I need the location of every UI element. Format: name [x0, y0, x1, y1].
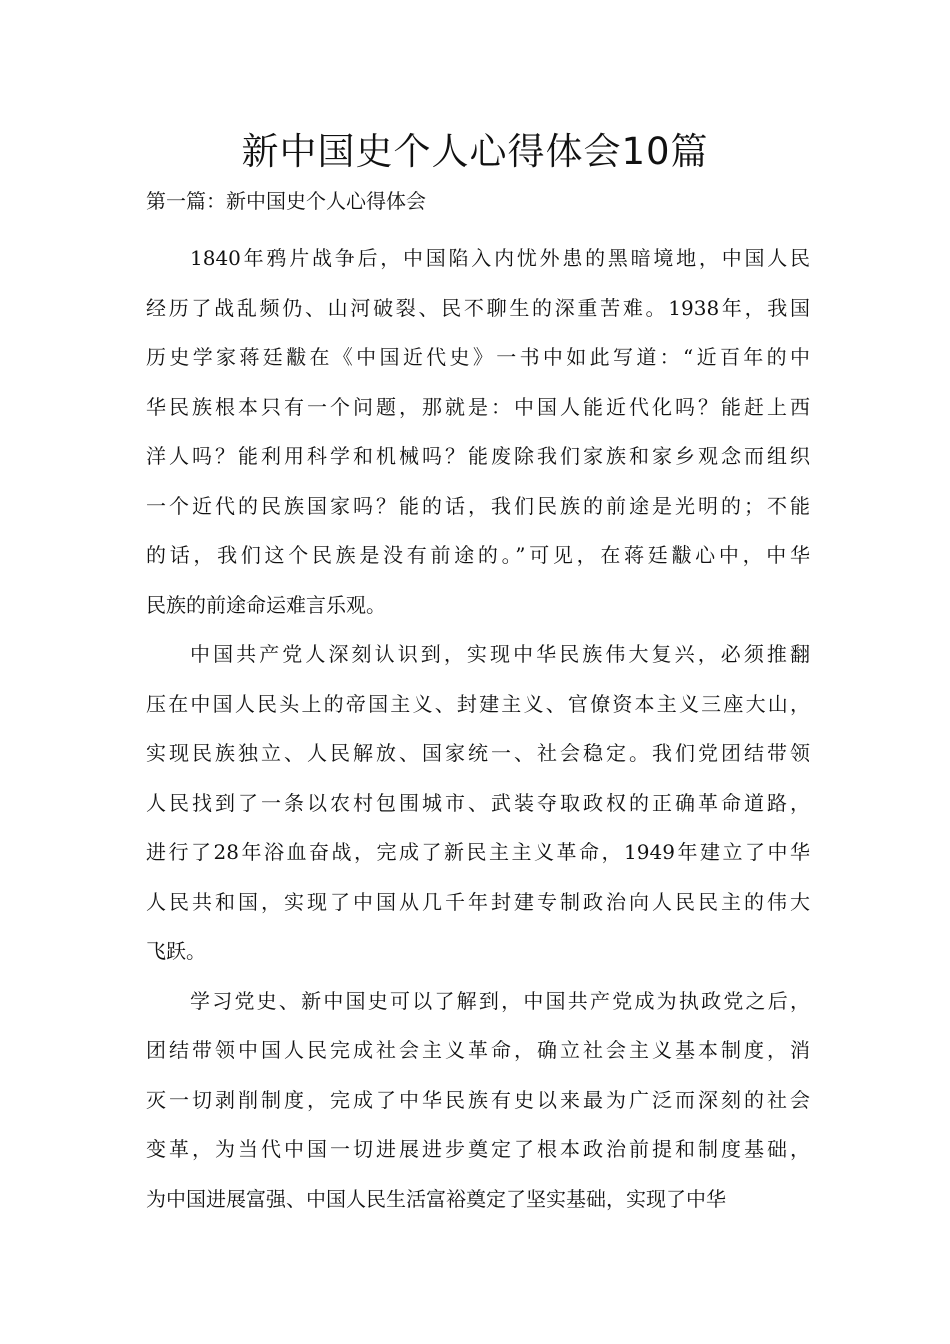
text-line: 民族的前途命运难言乐观。 [146, 592, 386, 617]
text-line: 1840年鸦片战争后，中国陷入内忧外患的黑暗境地，中国人民 [190, 246, 810, 270]
text-line: 的话，我们这个民族是没有前途的。”可见，在蒋廷黻心中，中华 [146, 543, 810, 567]
text-line: 历史学家蒋廷黻在《中国近代史》一书中如此写道：“近百年的中 [146, 345, 810, 369]
text-line: 一个近代的民族国家吗？能的话，我们民族的前途是光明的；不能 [146, 493, 810, 518]
section-heading: 第一篇：新中国史个人心得体会 [146, 189, 426, 213]
paragraph [146, 630, 810, 977]
text-line: 学习党史、新中国史可以了解到，中国共产党成为执政党之后， [190, 988, 810, 1013]
document-title: 新中国史个人心得体会10篇 [241, 130, 709, 173]
text-line: 人民找到了一条以农村包围城市、武装夺取政权的正确革命道路， [146, 790, 810, 815]
text-line: 团结带领中国人民完成社会主义革命，确立社会主义基本制度，消 [146, 1038, 810, 1062]
text-line: 飞跃。 [146, 939, 206, 963]
text-line: 进行了28年浴血奋战，完成了新民主主义革命，1949年建立了中华 [146, 840, 810, 864]
text-line: 经历了战乱频仍、山河破裂、民不聊生的深重苦难。1938年，我国 [146, 295, 810, 320]
paragraph [146, 234, 810, 630]
text-line: 中国共产党人深刻认识到，实现中华民族伟大复兴，必须推翻 [190, 642, 810, 666]
text-line: 实现民族独立、人民解放、国家统一、社会稳定。我们党团结带领 [146, 741, 810, 765]
document-body [146, 234, 810, 1224]
text-line: 洋人吗？能利用科学和机械吗？能废除我们家族和家乡观念而组织 [146, 444, 810, 468]
text-line: 人民共和国，实现了中国从几千年封建专制政治向人民民主的伟大 [146, 889, 810, 914]
text-line: 压在中国人民头上的帝国主义、封建主义、官僚资本主义三座大山， [146, 691, 810, 716]
text-line: 灭一切剥削制度，完成了中华民族有史以来最为广泛而深刻的社会 [146, 1087, 810, 1112]
text-line: 为中国进展富强、中国人民生活富裕奠定了坚实基础，实现了中华 [146, 1186, 726, 1211]
text-line: 变革，为当代中国一切进展进步奠定了根本政治前提和制度基础， [146, 1137, 810, 1161]
paragraph [146, 977, 810, 1225]
text-line: 华民族根本只有一个问题，那就是：中国人能近代化吗？能赶上西 [146, 394, 810, 419]
